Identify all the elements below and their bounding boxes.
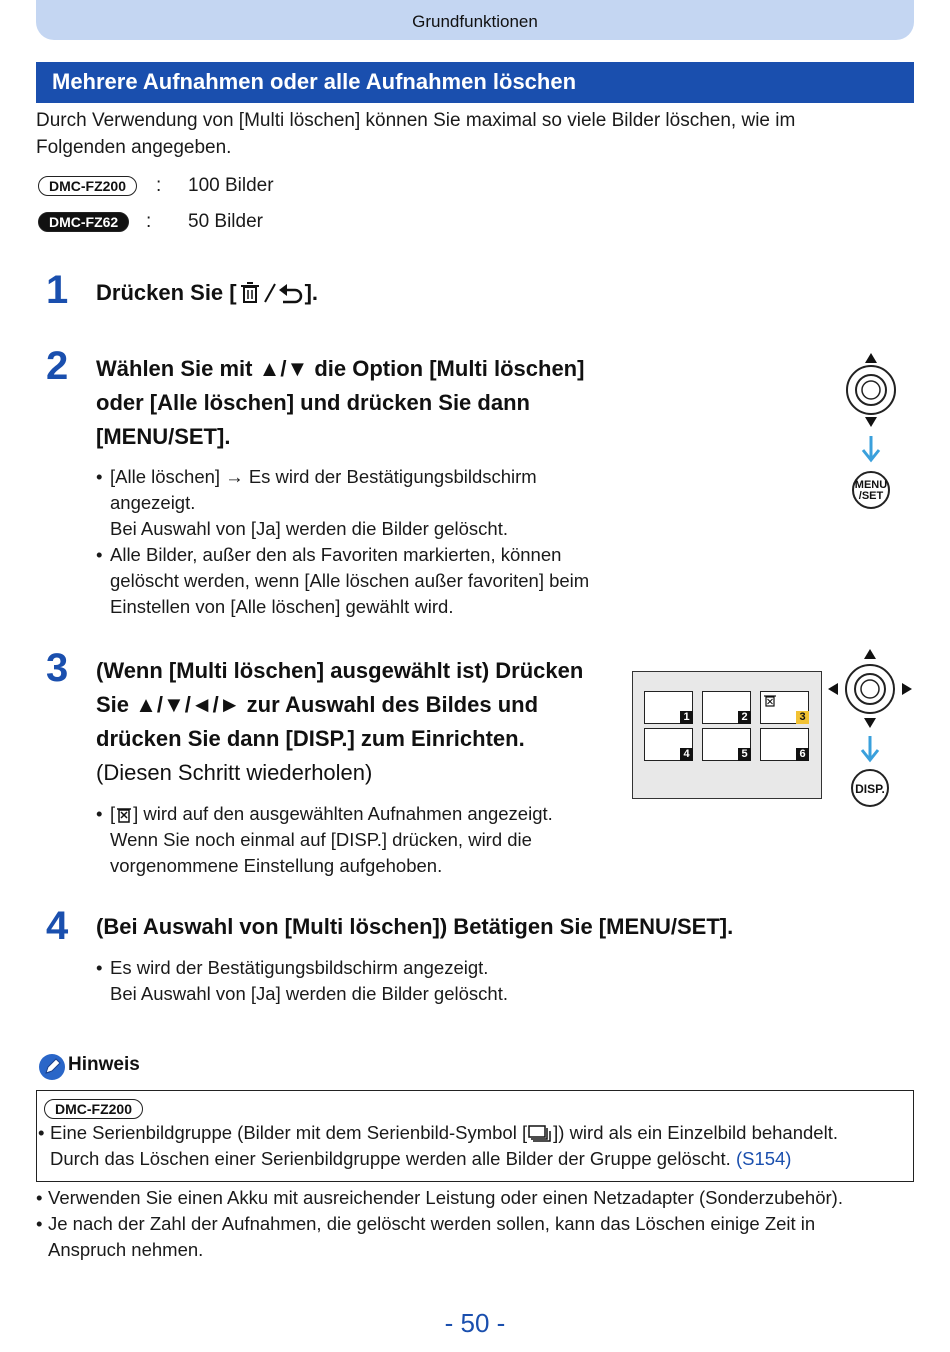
menu-set-button: MENU /SET <box>854 479 888 502</box>
list-item: • Alle Bilder, außer den als Favoriten markierten, können gelöscht werden, wenn [Alle löschen außer favoriten] beim Einstellen von [Alle löschen] gewählt wird. <box>96 542 656 620</box>
step-2-bullets <box>96 464 656 620</box>
thumbnail: 5 <box>702 728 751 761</box>
list-item: • Eine Serienbildgruppe (Bilder mit dem Serienbild-Symbol [ ]) wird als ein Einzelbild behandelt. Durch das Löschen einer Serienbildgruppe werden alle Bilder der Gruppe gelöscht. (S154) <box>38 1120 908 1172</box>
trash-mark-icon <box>763 693 777 707</box>
model-value: 100 Bilder <box>188 175 274 196</box>
thumbnail-selected: 3 <box>760 691 809 724</box>
step-4-bullets <box>96 955 696 1007</box>
intro-text: Durch Verwendung von [Multi löschen] können Sie maximal so viele Bilder löschen, wie im Folgenden angegeben. <box>36 110 796 158</box>
model-value: 50 Bilder <box>188 211 263 232</box>
burst-group-icon <box>527 1124 553 1142</box>
model-badge: DMC-FZ62 <box>38 212 129 232</box>
step-number: 2 <box>46 344 69 388</box>
step-3-text: (Wenn [Multi löschen] ausgewählt ist) Drücken Sie ▲/▼/◄/► zur Auswahl des Bildes und drücken Sie dann [DISP.] zum Einrichten. (Diesen Schritt wiederholen) <box>96 658 584 785</box>
step-1-text: Drücken Sie [ ]. <box>96 280 319 305</box>
note-pencil-icon <box>38 1053 66 1081</box>
model-badge: DMC-FZ200 <box>38 176 137 196</box>
thumbnail: 2 <box>702 691 751 724</box>
step-number: 3 <box>46 646 69 690</box>
list-item: • Verwenden Sie einen Akku mit ausreichender Leistung oder einen Netzadapter (Sonderzubehör). <box>36 1185 916 1211</box>
list-item: • [ ] wird auf den ausgewählten Aufnahmen angezeigt. Wenn Sie noch einmal auf [DISP.] drücken, wird die vorgenommene Einstellung aufgehoben. <box>96 801 656 879</box>
step-2-text: Wählen Sie mit ▲/▼ die Option [Multi löschen] oder [Alle löschen] und drücken Sie dann [MENU/SET]. <box>96 356 585 449</box>
note-title: Hinweis <box>68 1054 140 1075</box>
page-number: - 50 - <box>444 1308 506 1338</box>
step-3-bullets <box>96 801 656 879</box>
trash-mark-icon <box>115 805 133 823</box>
thumbnail: 6 <box>760 728 809 761</box>
extra-notes <box>36 1185 916 1263</box>
disp-button: DISP. <box>855 782 885 796</box>
step-number: 4 <box>46 904 69 948</box>
note-list <box>38 1120 908 1172</box>
trash-icon <box>237 280 263 304</box>
list-item: • Je nach der Zahl der Aufnahmen, die gelöscht werden sollen, kann das Löschen einige Zeit in Anspruch nehmen. <box>36 1211 916 1263</box>
return-icon <box>277 280 305 304</box>
step-number: 1 <box>46 268 69 312</box>
note-model <box>44 1099 143 1119</box>
thumbnail-grid <box>632 671 822 799</box>
model-row-fz200 <box>38 176 137 196</box>
model-row-fz62 <box>38 212 129 232</box>
model-badge: DMC-FZ200 <box>44 1099 143 1119</box>
slash-icon <box>263 280 277 304</box>
page-header <box>36 0 914 40</box>
page-link[interactable]: (S154) <box>735 1148 792 1169</box>
list-item: • [Alle löschen] → Es wird der Bestätigungsbildschirm angezeigt. Bei Auswahl von [Ja] werden die Bilder gelöscht. <box>96 464 656 542</box>
thumbnail: 1 <box>644 691 693 724</box>
step-4-text: (Bei Auswahl von [Multi löschen]) Betätigen Sie [MENU/SET]. <box>96 914 734 939</box>
thumbnail: 4 <box>644 728 693 761</box>
list-item: • Es wird der Bestätigungsbildschirm angezeigt. Bei Auswahl von [Ja] werden die Bilder gelöscht. <box>96 955 696 1007</box>
section-title: Mehrere Aufnahmen oder alle Aufnahmen löschen <box>36 62 914 103</box>
header-title: Grundfunktionen <box>412 12 538 31</box>
